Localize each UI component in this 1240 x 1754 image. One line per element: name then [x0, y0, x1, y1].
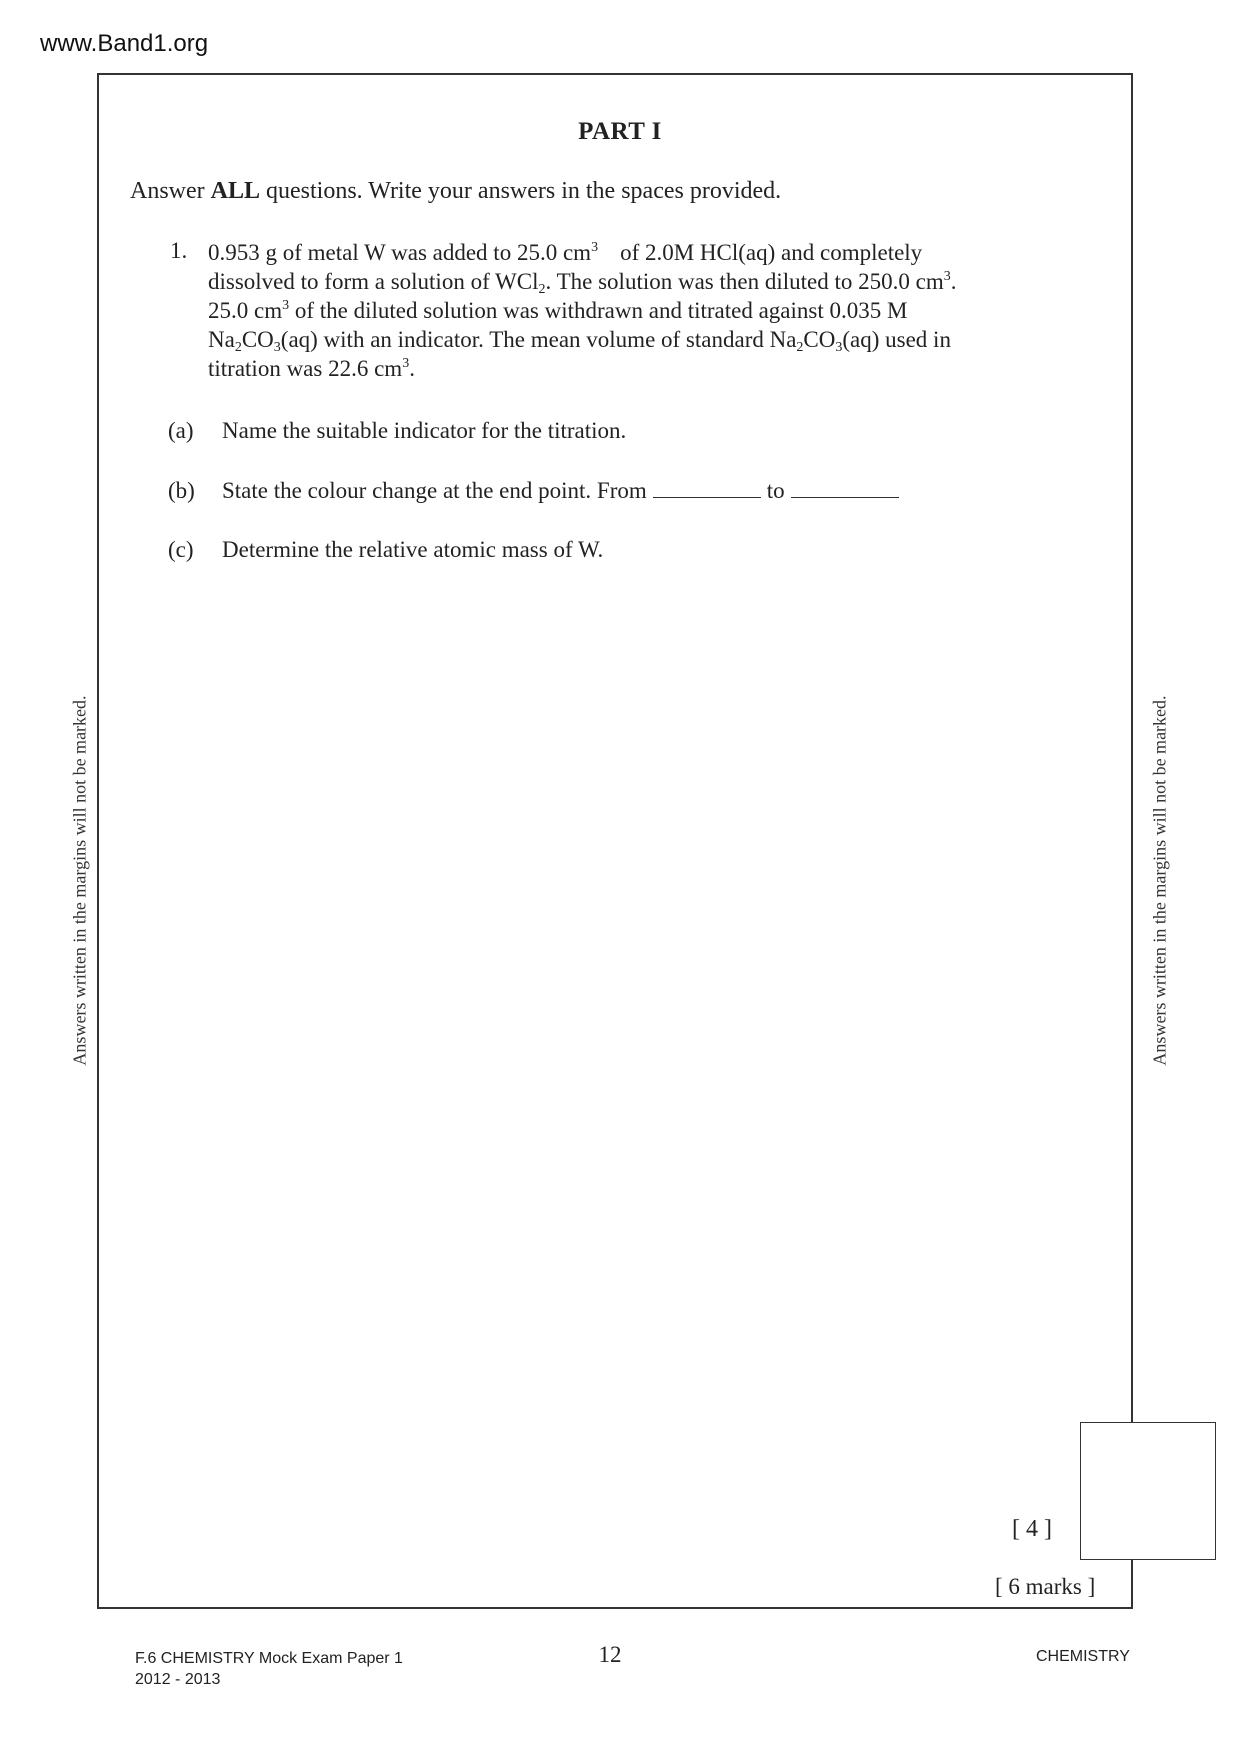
part-b-connector: to: [766, 478, 785, 503]
question-number: 1.: [170, 238, 188, 263]
footer-exam-title: F.6 CHEMISTRY Mock Exam Paper 1: [135, 1650, 403, 1667]
question-line-3: 25.0 $cm^3$ of the diluted solution was withdrawn and titrated against 0.035 M: [208, 298, 908, 323]
question-line-1: 0.953 g of metal W was added to 25.0 $cm^3$ of 2.0M HCl(aq) and completely: [208, 240, 923, 265]
instructions-suffix: questions. Write your answers in the spaces provided.: [260, 178, 782, 204]
instructions: [130, 178, 781, 205]
margin-note-right: Answers written in the margins will not be marked.: [1149, 695, 1170, 1066]
question-text: [208, 238, 1118, 383]
part-b-prompt: State the colour change at the end point. From: [222, 478, 647, 503]
margin-note-left: Answers written in the margins will not be marked.: [69, 695, 90, 1066]
part-b-text: [222, 478, 905, 504]
total-mark: [ 6 marks ]: [995, 1574, 1096, 1599]
watermark-url: www.Band1.org: [40, 30, 209, 57]
sub-mark: [ 4 ]: [1012, 1516, 1052, 1542]
footer-subject: CHEMISTRY: [1036, 1648, 1130, 1665]
instructions-emphasis: ALL: [210, 178, 261, 204]
page-number: 12: [598, 1642, 622, 1667]
instructions-prefix: Answer: [130, 178, 211, 204]
marker-score-box: [1080, 1422, 1216, 1560]
question-line-4: $Na_2CO_3(aq)$ with an indicator. The mean volume of standard $Na_2CO_3(aq)$ used in: [208, 327, 951, 355]
part-c-text: Determine the relative atomic mass of W.: [222, 537, 604, 562]
question-line-2: dissolved to form a solution of WCl$_2$. The solution was then diluted to 250.0 $cm^3$.: [208, 269, 957, 297]
part-a-label: (a): [168, 418, 194, 443]
part-title: PART I: [578, 118, 662, 145]
part-c-label: (c): [168, 537, 194, 562]
colour-to-blank[interactable]: [791, 479, 899, 498]
colour-from-blank[interactable]: [653, 479, 761, 498]
footer-exam-year: 2012 - 2013: [135, 1671, 221, 1688]
part-a-text: Name the suitable indicator for the titration.: [222, 418, 627, 443]
part-b-label: (b): [168, 478, 195, 503]
question-line-5: titration was 22.6 $cm^3$.: [208, 356, 415, 381]
